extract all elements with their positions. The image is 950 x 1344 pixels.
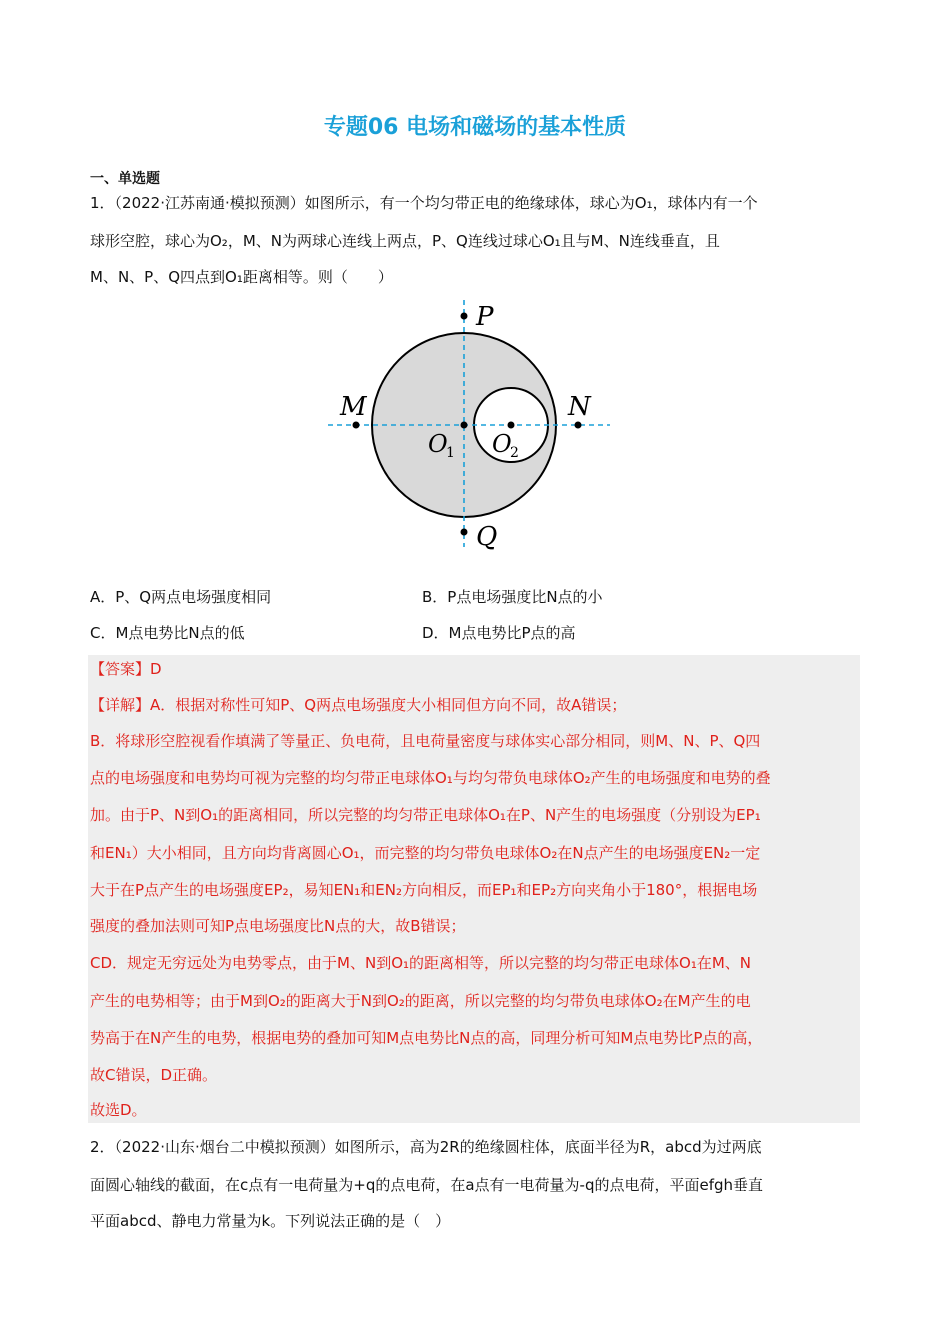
label-m: M [340,392,367,422]
explanation-line: 强度的叠加法则可知P点电场强度比N点的大，故B错误； [90,917,466,935]
q1-stem-line-2: 球形空腔，球心为O₂，M、N为两球心连线上两点，P、Q连线过球心O₁且与M、N连线垂直，且 [90,232,720,250]
label-o1-sub: 1 [446,445,455,461]
explanation-line: 和EN₁）大小相同，且方向均背离圆心O₁，而完整的均匀带负电球体O₂在N点产生的电场强度EN₂一定 [90,844,761,862]
point-n [575,422,582,429]
explanation-line: 加。由于P、N到O₁的距离相同，所以完整的均匀带正电球体O₁在P、N产生的电场强度（分别设为EP₁ [90,806,761,824]
option-b[interactable]: B．P点电场强度比N点的小 [422,588,603,606]
sphere-diagram [320,295,620,555]
q1-stem-line-1: 1．（2022·江苏南通·模拟预测）如图所示，有一个均匀带正电的绝缘球体，球心为O₁，球体内有一个 [90,194,758,212]
option-c[interactable]: C．M点电势比N点的低 [90,624,245,642]
label-q: Q [476,522,498,552]
label-n: N [568,392,591,422]
explanation-line: 故选D。 [90,1101,147,1119]
explanation-line: 故C错误，D正确。 [90,1066,218,1084]
point-p [461,313,468,320]
q1-stem-line-3: M、N、P、Q四点到O₁距离相等。则（ ） [90,268,393,286]
point-o1 [461,422,468,429]
label-p: P [476,302,494,332]
explanation-line: 【详解】A．根据对称性可知P、Q两点电场强度大小相同但方向不同，故A错误； [90,696,627,714]
answer-label: 【答案】D [90,660,162,678]
section-heading: 一、单选题 [90,171,160,187]
label-o2: O [492,430,512,458]
label-o1: O [428,430,448,458]
option-a[interactable]: A．P、Q两点电场强度相同 [90,588,272,606]
explanation-line: B．将球形空腔视看作填满了等量正、负电荷，且电荷量密度与球体实心部分相同，则M、N、P、Q四 [90,732,761,750]
label-o2-sub: 2 [510,445,519,461]
point-q [461,529,468,536]
explanation-line: CD．规定无穷远处为电势零点，由于M、N到O₁的距离相等，所以完整的均匀带正电球体O₁在M、N [90,954,751,972]
q2-stem-line-2: 面圆心轴线的截面，在c点有一电荷量为+q的点电荷，在a点有一电荷量为-q的点电荷，平面efgh垂直 [90,1176,764,1194]
explanation-line: 产生的电势相等；由于M到O₂的距离大于N到O₂的距离，所以完整的均匀带负电球体O₂在M产生的电 [90,992,751,1010]
q2-stem-line-1: 2．（2022·山东·烟台二中模拟预测）如图所示，高为2R的绝缘圆柱体，底面半径为R，abcd为过两底 [90,1138,762,1156]
point-o2 [508,422,515,429]
explanation-line: 势高于在N产生的电势，根据电势的叠加可知M点电势比N点的高，同理分析可知M点电势比P点的高， [90,1029,763,1047]
point-m [353,422,360,429]
explanation-line: 大于在P点产生的电场强度EP₂，易知EN₁和EN₂方向相反，而EP₁和EP₂方向夹角小于180°，根据电场 [90,881,758,899]
option-d[interactable]: D．M点电势比P点的高 [422,624,576,642]
explanation-line: 点的电场强度和电势均可视为完整的均匀带正电球体O₁与均匀带负电球体O₂产生的电场强度和电势的叠 [90,769,771,787]
q2-stem-line-3: 平面abcd、静电力常量为k。下列说法正确的是（ ） [90,1212,451,1230]
page-title: 专题06 电场和磁场的基本性质 [323,115,627,140]
